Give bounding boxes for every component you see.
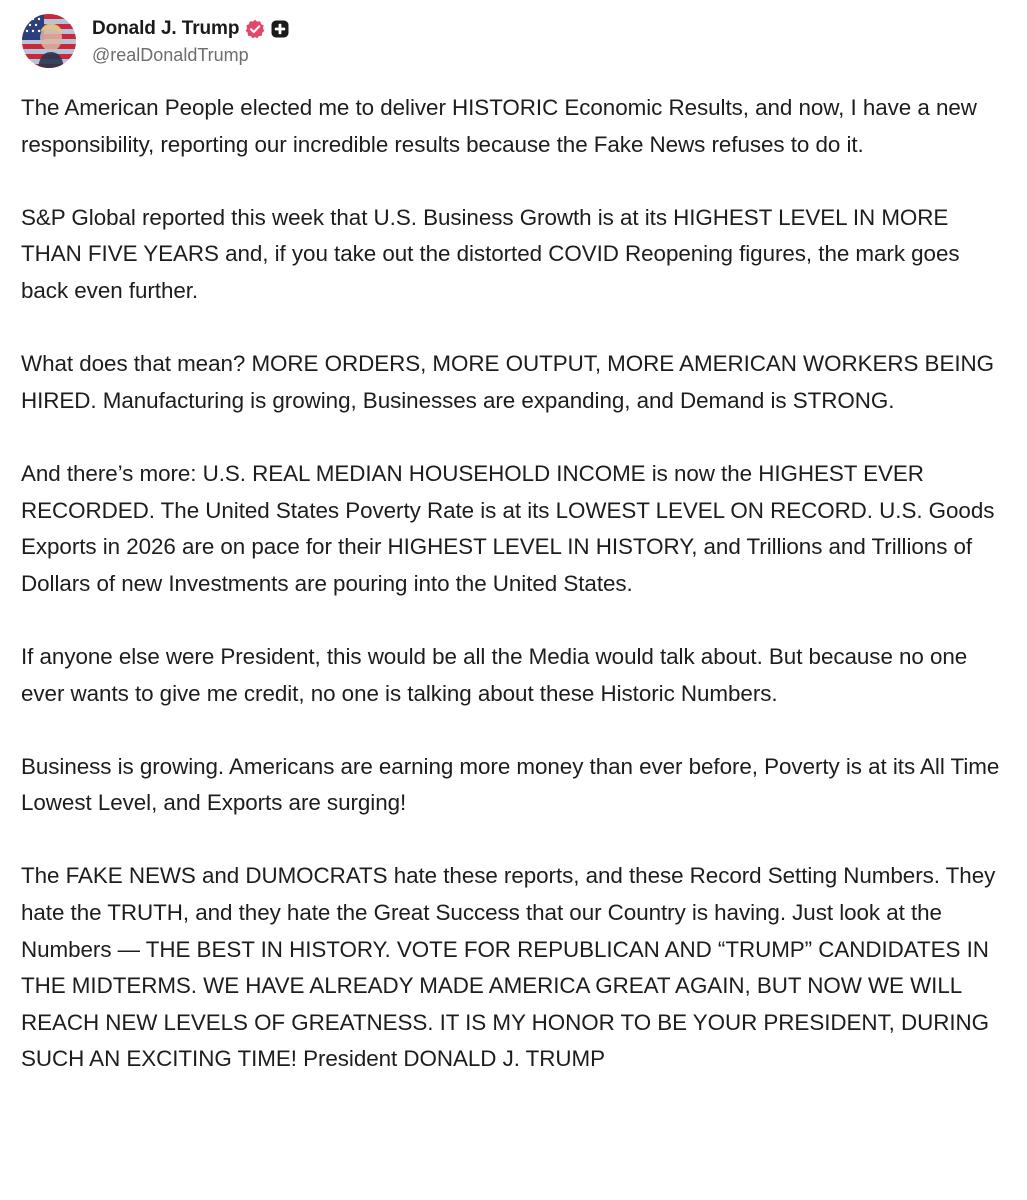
flag-portrait-avatar-icon	[22, 14, 76, 68]
name-row	[92, 16, 289, 42]
author-identity	[92, 16, 289, 66]
plus-badge-icon	[271, 20, 289, 38]
post-paragraph: And there’s more: U.S. REAL MEDIAN HOUSEHOLD INCOME is now the HIGHEST EVER RECORDED. The United States Poverty Rate is at its LOWEST LEVEL ON RECORD. U.S. Goods Exports in 2026 are on pace for their HIGHEST LEVEL IN HISTORY, and Trillions and Trillions of Dollars of new Investments are pouring into the United States.	[21, 460, 995, 596]
author-display-name[interactable]: Donald J. Trump	[92, 18, 240, 39]
post-paragraph: S&P Global reported this week that U.S. Business Growth is at its HIGHEST LEVEL IN MORE THAN FIVE YEARS and, if you take out the distorted COVID Reopening figures, the mark goes back even further.	[21, 204, 960, 303]
post-paragraph: What does that mean? MORE ORDERS, MORE OUTPUT, MORE AMERICAN WORKERS BEING HIRED. Manufacturing is growing, Businesses are expanding, and Demand is STRONG.	[21, 351, 994, 413]
post-paragraph: If anyone else were President, this would be all the Media would talk about. But because no one ever wants to give me credit, no one is talking about these Historic Numbers.	[21, 643, 968, 706]
post-body	[21, 90, 1011, 1078]
post-header	[22, 12, 289, 70]
author-avatar[interactable]	[22, 14, 76, 68]
post-paragraph: The American People elected me to deliver HISTORIC Economic Results, and now, I have a new responsibility, reporting our incredible results because the Fake News refuses to do it.	[21, 95, 977, 157]
author-handle[interactable]: @realDonaldTrump	[92, 45, 249, 65]
verified-badge-icon	[245, 19, 265, 39]
post-paragraph: Business is growing. Americans are earning more money than ever before, Poverty is at its All Time Lowest Level, and Exports are surging!	[21, 753, 1000, 816]
post-paragraph: The FAKE NEWS and DUMOCRATS hate these reports, and these Record Setting Numbers. They hate the TRUTH, and they hate the Great Success that our Country is having. Just look at the Numbers — THE BEST IN HISTORY. VOTE FOR REPUBLICAN AND “TRUMP” CANDIDATES IN THE MIDTERMS. WE HAVE ALREADY MADE AMERICA GREAT AGAIN, BUT NOW WE WILL REACH NEW LEVELS OF GREATNESS. IT IS MY HONOR TO BE YOUR PRESIDENT, DURING SUCH AN EXCITING TIME! President DONALD J. TRUMP	[21, 863, 996, 1072]
